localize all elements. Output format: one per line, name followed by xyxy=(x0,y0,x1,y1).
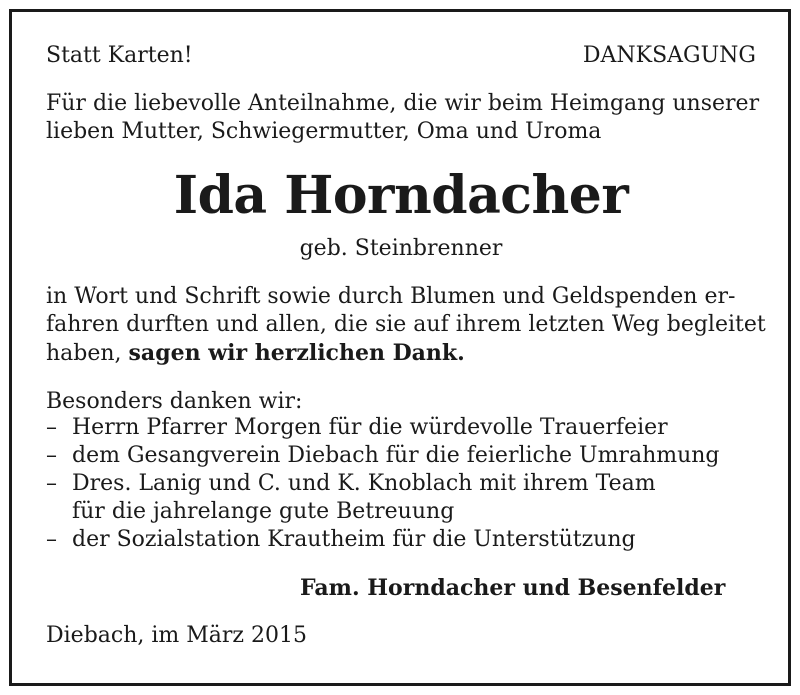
list-dash: – xyxy=(46,443,57,468)
family-signature: Fam. Horndacher und Besenfelder xyxy=(300,575,726,601)
statt-karten-label: Statt Karten! xyxy=(46,43,193,68)
place-date: Diebach, im März 2015 xyxy=(46,623,307,648)
thanks-text xyxy=(46,283,766,368)
thanks-line-3-bold: sagen wir herzlichen Dank. xyxy=(128,340,465,366)
thanks-line-3 xyxy=(46,339,756,368)
special-thanks-list xyxy=(46,414,756,554)
deceased-name: Ida Horndacher xyxy=(173,165,629,226)
thanks-line-2: fahren durften und allen, die sie auf ihrem letzten Weg begleitet xyxy=(46,312,766,337)
list-dash: – xyxy=(46,471,57,496)
notice-header xyxy=(46,42,756,70)
intro-text xyxy=(46,90,760,146)
list-dash: – xyxy=(46,527,57,552)
list-item xyxy=(46,526,756,554)
list-item xyxy=(46,470,756,498)
special-thanks-heading: Besonders danken wir: xyxy=(46,389,303,414)
list-item-continuation: für die jahrelange gute Betreuung xyxy=(72,499,455,524)
thanks-line-1: in Wort und Schrift sowie durch Blumen und Geldspenden er- xyxy=(46,284,736,309)
list-item-text: der Sozialstation Krautheim für die Unterstützung xyxy=(72,527,636,552)
thanks-line-3-plain: haben, xyxy=(46,341,129,366)
list-item xyxy=(46,442,756,470)
list-dash: – xyxy=(46,415,57,440)
list-item-text: Herrn Pfarrer Morgen für die würdevolle Trauerfeier xyxy=(72,415,668,440)
list-item-text: Dres. Lanig und C. und K. Knoblach mit ihrem Team xyxy=(72,471,656,496)
intro-line-1: Für die liebevolle Anteilnahme, die wir beim Heimgang unserer xyxy=(46,91,760,116)
list-item-text: dem Gesangverein Diebach für die feierliche Umrahmung xyxy=(72,443,720,468)
list-item xyxy=(46,414,756,442)
danksagung-label: DANKSAGUNG xyxy=(582,43,756,68)
birth-name: geb. Steinbrenner xyxy=(299,236,503,261)
intro-line-2: lieben Mutter, Schwiegermutter, Oma und Uroma xyxy=(46,119,602,144)
